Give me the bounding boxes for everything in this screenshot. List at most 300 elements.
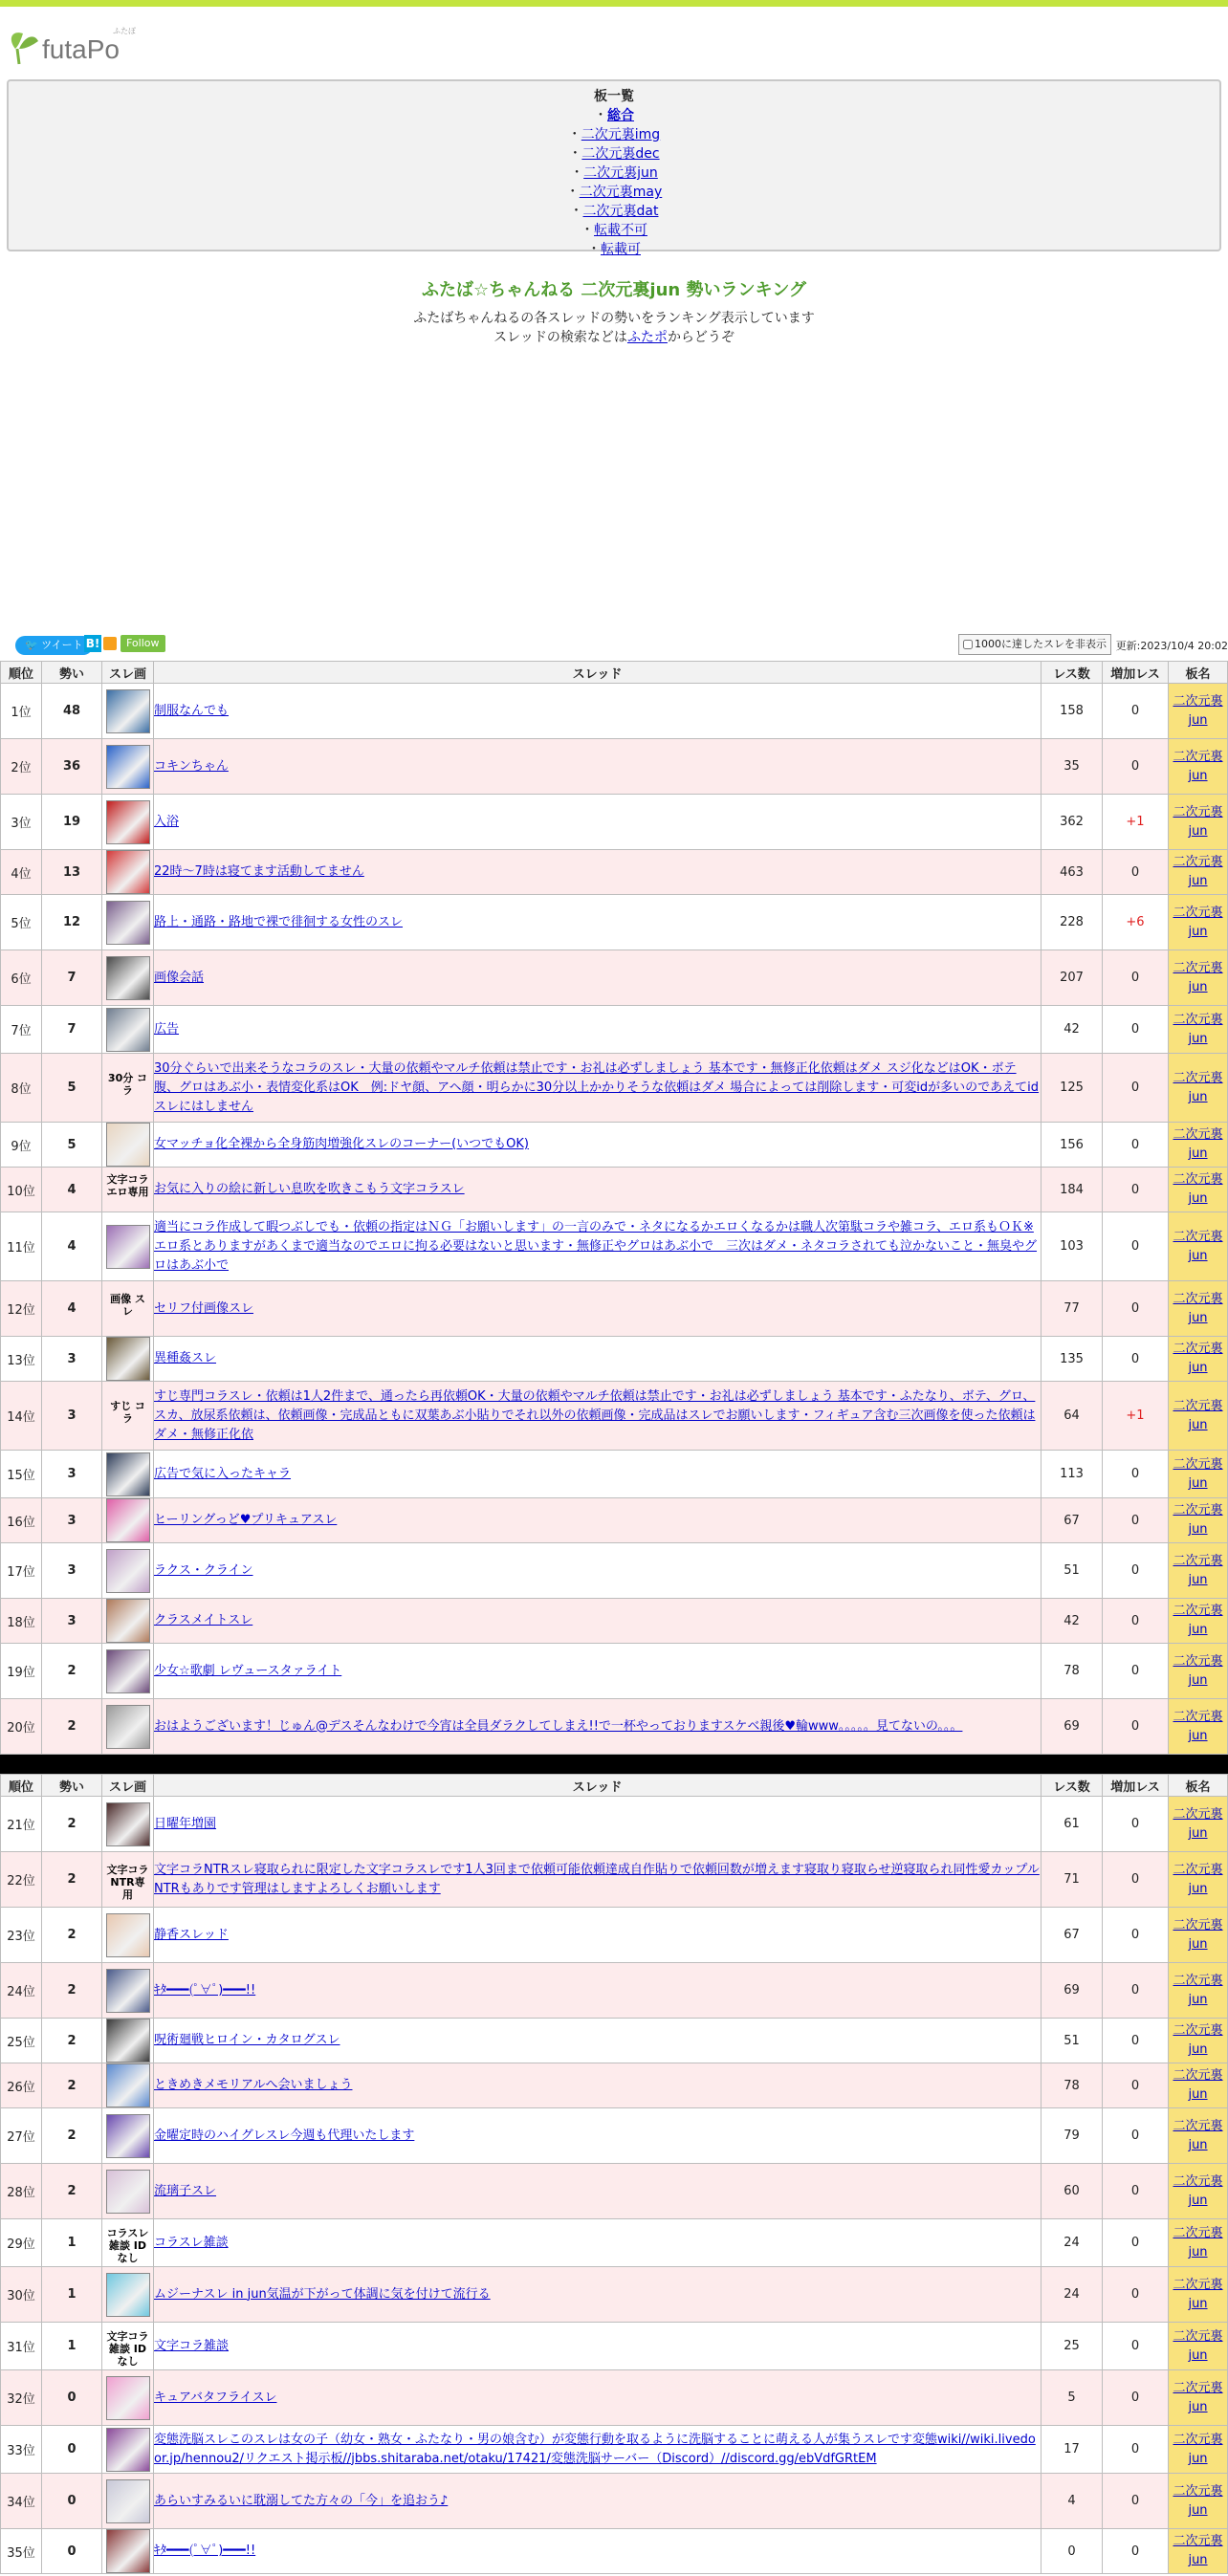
board-name-link[interactable]: 二次元裏jun [1173, 2277, 1223, 2311]
board-name-cell [1169, 1797, 1228, 1852]
table-row [1, 684, 1228, 739]
board-name-link[interactable]: 二次元裏jun [1173, 2118, 1223, 2152]
table-row [1, 2474, 1228, 2529]
thread-link[interactable]: ラクス・クライン [154, 1562, 253, 1578]
board-name-link[interactable]: 二次元裏jun [1173, 855, 1223, 888]
increase-cell: 0 [1103, 1498, 1169, 1543]
thread-link[interactable]: 静香スレッド [154, 1927, 229, 1942]
board-item [9, 144, 1219, 164]
board-name-link[interactable]: 二次元裏jun [1173, 1229, 1223, 1263]
column-header: レス数 [1042, 662, 1103, 684]
thumbnail-cell[interactable] [102, 2164, 154, 2219]
thread-link[interactable]: 異種姦スレ [154, 1351, 217, 1365]
hide-1000-checkbox[interactable] [963, 640, 973, 649]
thumbnail-image[interactable] [106, 850, 150, 894]
res-count-cell: 64 [1042, 1382, 1103, 1451]
thumbnail-cell[interactable] [102, 2267, 154, 2323]
board-name-cell [1169, 850, 1228, 895]
board-link[interactable]: 総合 [607, 108, 634, 123]
board-name-cell [1169, 2370, 1228, 2426]
ikioi-cell: 3 [42, 1451, 102, 1498]
board-name-cell [1169, 2019, 1228, 2063]
thumbnail-image[interactable] [106, 1337, 150, 1381]
ikioi-cell: 1 [42, 2219, 102, 2267]
rank-cell: 3位 [1, 795, 42, 850]
thumbnail-image[interactable] [106, 956, 150, 1000]
thread-link[interactable]: 文字コラ雑談 [154, 2338, 230, 2353]
top-accent-bar [0, 0, 1228, 7]
leaf-logo-icon [6, 20, 140, 66]
board-link[interactable]: 二次元裏jun [583, 165, 658, 181]
res-count-cell: 103 [1042, 1212, 1103, 1281]
res-count-cell: 17 [1042, 2426, 1103, 2474]
thumbnail-image[interactable] [106, 1452, 150, 1496]
ikioi-cell: 2 [42, 1797, 102, 1852]
thread-title-cell [154, 739, 1042, 795]
thread-link[interactable]: ｷﾀ━━━(ﾟ∀ﾟ)━━━!! [154, 2543, 256, 2558]
rank-cell: 24位 [1, 1963, 42, 2019]
rank-cell: 10位 [1, 1168, 42, 1212]
thread-title-cell [154, 2370, 1042, 2426]
increase-cell: 0 [1103, 1908, 1169, 1963]
ikioi-cell: 48 [42, 684, 102, 739]
ikioi-cell: 2 [42, 1699, 102, 1755]
thread-link[interactable]: 広告 [154, 1021, 180, 1037]
res-count-cell: 67 [1042, 1908, 1103, 1963]
thumbnail-cell[interactable] [102, 850, 154, 895]
board-name-cell [1169, 1451, 1228, 1498]
increase-cell: 0 [1103, 2063, 1169, 2108]
thumbnail-image[interactable] [106, 1969, 150, 2013]
thread-link[interactable]: 日曜年増園 [154, 1816, 217, 1831]
thumbnail-text-image[interactable]: 文字コラ NTR専用 [106, 1863, 149, 1901]
increase-cell: 0 [1103, 2323, 1169, 2370]
thread-link[interactable]: 入浴 [154, 814, 180, 829]
svg-text:futaPo: futaPo [42, 34, 120, 64]
board-name-link[interactable]: 二次元裏jun [1173, 1973, 1223, 2007]
board-name-cell [1169, 1382, 1228, 1451]
ikioi-cell: 3 [42, 1382, 102, 1451]
table-row [1, 2063, 1228, 2108]
increase-cell: 0 [1103, 2019, 1169, 2063]
increase-cell: 0 [1103, 2267, 1169, 2323]
thread-title-cell [154, 2164, 1042, 2219]
thread-title-cell [154, 1599, 1042, 1644]
tweet-button[interactable] [15, 636, 93, 655]
thumbnail-text-image[interactable]: コラスレ雑談 IDなし [106, 2226, 149, 2264]
thread-link[interactable]: ヒーリングっど♥プリキュアスレ [154, 1513, 338, 1527]
thumbnail-image[interactable] [106, 2170, 150, 2214]
table-row [1, 1006, 1228, 1054]
thumbnail-cell[interactable] [102, 1337, 154, 1382]
res-count-cell: 362 [1042, 795, 1103, 850]
thumbnail-cell[interactable] [102, 2370, 154, 2426]
board-name-link[interactable]: 二次元裏jun [1173, 1503, 1223, 1537]
increase-cell: 0 [1103, 1337, 1169, 1382]
board-name-link[interactable]: 二次元裏jun [1173, 693, 1223, 728]
table-row [1, 1498, 1228, 1543]
board-name-link[interactable]: 二次元裏jun [1173, 2380, 1223, 2414]
thread-title-cell [154, 1382, 1042, 1451]
hatena-bookmark-button[interactable]: B! [85, 637, 100, 650]
thumbnail-image[interactable] [106, 901, 150, 945]
site-logo[interactable] [6, 20, 140, 66]
follow-label: Follow [126, 637, 160, 649]
thread-title-cell [154, 1168, 1042, 1212]
increase-cell: 0 [1103, 1543, 1169, 1599]
thread-link[interactable]: 制服なんでも [154, 703, 230, 718]
thumbnail-cell[interactable] [102, 1123, 154, 1168]
thumbnail-image[interactable] [106, 745, 150, 789]
thread-link[interactable]: ムジーナスレ in jun気温が下がって体調に気を付けて流行る [154, 2286, 491, 2302]
thumbnail-image[interactable] [106, 1913, 150, 1957]
res-count-cell: 158 [1042, 684, 1103, 739]
column-header: レス数 [1042, 1775, 1103, 1797]
rank-cell: 21位 [1, 1797, 42, 1852]
thread-link[interactable]: 女マッチョ化全裸から全身筋肉増強化スレのコーナー(いつでもOK) [154, 1137, 529, 1151]
res-count-cell: 78 [1042, 2063, 1103, 2108]
board-name-cell [1169, 1281, 1228, 1337]
thread-link[interactable]: セリフ付画像スレ [154, 1300, 254, 1316]
thumbnail-cell[interactable] [102, 1054, 154, 1123]
res-count-cell: 61 [1042, 1797, 1103, 1852]
thumbnail-cell[interactable] [102, 1451, 154, 1498]
rank-cell: 34位 [1, 2474, 42, 2529]
table-row [1, 895, 1228, 950]
thread-title-cell [154, 1337, 1042, 1382]
thumbnail-image[interactable] [106, 1498, 150, 1542]
board-name-cell [1169, 950, 1228, 1006]
thumbnail-image[interactable] [106, 2019, 150, 2063]
thread-title-cell [154, 2267, 1042, 2323]
ikioi-cell: 1 [42, 2323, 102, 2370]
board-link[interactable]: 転載不可 [594, 223, 647, 238]
board-name-cell [1169, 1699, 1228, 1755]
thread-link[interactable]: 広告で気に入ったキャラ [154, 1466, 292, 1481]
thread-title-cell [154, 1123, 1042, 1168]
thread-link[interactable]: 変態洗脳スレこのスレは女の子（幼女・熟女・ふたなり・男の娘含む）が変態行動を取るように洗脳することに萌える人が集うスレです変態wiki//wiki.livedoor.jp/hennou2/リクエスト掲示板//jbbs.shitaraba.net/otaku/17421/変態洗脳サーバー（Discord）//discord.gg/ebVdfGRtEM [154, 2432, 1036, 2466]
board-name-cell [1169, 2108, 1228, 2164]
intro-line-2 [0, 328, 1228, 347]
ikioi-cell: 4 [42, 1168, 102, 1212]
ikioi-cell: 3 [42, 1599, 102, 1644]
thumbnail-cell[interactable] [102, 1908, 154, 1963]
board-name-cell [1169, 739, 1228, 795]
table-row [1, 2323, 1228, 2370]
hide-1000-option[interactable] [958, 634, 1111, 655]
ikioi-cell: 3 [42, 1543, 102, 1599]
thread-title-cell [154, 850, 1042, 895]
board-name-cell [1169, 895, 1228, 950]
thumbnail-cell[interactable] [102, 2019, 154, 2063]
thumbnail-image[interactable] [106, 2063, 150, 2107]
board-link[interactable]: 転載可 [601, 242, 641, 257]
board-name-link[interactable]: 二次元裏jun [1173, 1862, 1223, 1896]
thumbnail-cell[interactable] [102, 1498, 154, 1543]
ikioi-cell: 0 [42, 2529, 102, 2574]
thread-title-cell [154, 1543, 1042, 1599]
board-name-cell [1169, 795, 1228, 850]
thumbnail-cell[interactable] [102, 1382, 154, 1451]
column-header: 勢い [42, 1775, 102, 1797]
thumbnail-cell[interactable] [102, 1963, 154, 2019]
thumbnail-cell[interactable] [102, 1797, 154, 1852]
board-name-link[interactable]: 二次元裏jun [1173, 2483, 1223, 2518]
share-toolbar [0, 634, 1228, 661]
increase-cell: 0 [1103, 1963, 1169, 2019]
thread-link[interactable]: あらいすみるいに耽溺してた方々の「今」を追おう♪ [154, 2493, 449, 2508]
board-name-link[interactable]: 二次元裏jun [1173, 2225, 1223, 2259]
table-row [1, 2219, 1228, 2267]
res-count-cell: 60 [1042, 2164, 1103, 2219]
thread-title-cell [154, 1212, 1042, 1281]
board-name-link[interactable]: 二次元裏jun [1173, 2432, 1223, 2466]
thumbnail-cell[interactable] [102, 2108, 154, 2164]
thumbnail-cell[interactable] [102, 1543, 154, 1599]
table-row [1, 950, 1228, 1006]
site-header [0, 7, 1228, 62]
thread-title-cell [154, 2426, 1042, 2474]
board-name-link[interactable]: 二次元裏jun [1173, 2068, 1223, 2102]
thumbnail-text-image[interactable]: 画像 スレ [110, 1292, 145, 1318]
board-name-cell [1169, 2474, 1228, 2529]
rank-cell: 22位 [1, 1852, 42, 1908]
thumbnail-image[interactable] [106, 1705, 150, 1749]
thread-link[interactable]: 金曜定時のハイグレスレ今週も代理いたします [154, 2128, 415, 2143]
thumbnail-image[interactable] [106, 2273, 150, 2317]
thumbnail-cell[interactable] [102, 2063, 154, 2108]
thumbnail-image[interactable] [106, 2479, 150, 2523]
ikioi-cell: 36 [42, 739, 102, 795]
thread-link[interactable]: すじ専門コラスレ・依頼は1人2件まで、通ったら再依頼OK・大量の依頼やマルチ依頼は禁止です・お礼は必ずしましょう 基本です・ふたなり、ボテ、グロ、スカ、放尿系依頼は、依頼画像・完成品ともに双葉あぶ小貼りでそれ以外の依頼画像・完成品はスレでお願いします・フィギュア含む三次画像を使った依頼はダメ・無修正化依 [154, 1388, 1036, 1442]
increase-cell: 0 [1103, 1212, 1169, 1281]
rank-cell: 2位 [1, 739, 42, 795]
rank-cell: 25位 [1, 2019, 42, 2063]
res-count-cell: 69 [1042, 1963, 1103, 2019]
thread-title-cell [154, 1963, 1042, 2019]
thread-link[interactable]: クラスメイトスレ [154, 1613, 253, 1627]
thread-link[interactable]: ｷﾀ━━━(ﾟ∀ﾟ)━━━!! [154, 1982, 256, 1997]
intro-section [0, 276, 1228, 347]
res-count-cell: 228 [1042, 895, 1103, 950]
thread-link[interactable]: コラスレ雑談 [154, 2235, 229, 2250]
thumbnail-cell[interactable] [102, 1281, 154, 1337]
bullet: ・ [568, 146, 582, 162]
board-name-link[interactable]: 二次元裏jun [1173, 1917, 1223, 1952]
thumbnail-image[interactable] [106, 2428, 150, 2472]
board-name-link[interactable]: 二次元裏jun [1173, 1553, 1223, 1587]
board-name-link[interactable]: 二次元裏jun [1173, 2173, 1223, 2208]
ikioi-cell: 2 [42, 2019, 102, 2063]
thumbnail-cell[interactable] [102, 2474, 154, 2529]
board-name-link[interactable]: 二次元裏jun [1173, 1070, 1223, 1104]
bullet: ・ [594, 108, 607, 123]
bullet: ・ [567, 127, 581, 142]
thumbnail-image[interactable] [106, 689, 150, 733]
table-row [1, 2370, 1228, 2426]
thumbnail-cell[interactable] [102, 2219, 154, 2267]
board-link[interactable]: 二次元裏may [579, 185, 663, 200]
board-name-cell [1169, 1599, 1228, 1644]
board-name-link[interactable]: 二次元裏jun [1173, 1342, 1223, 1375]
rank-cell: 6位 [1, 950, 42, 1006]
rank-cell: 26位 [1, 2063, 42, 2108]
ikioi-cell: 12 [42, 895, 102, 950]
board-link[interactable]: 二次元裏dec [581, 146, 660, 162]
thumbnail-image[interactable] [106, 1549, 150, 1593]
ikioi-cell: 13 [42, 850, 102, 895]
increase-cell: 0 [1103, 2164, 1169, 2219]
page-title: ふたば☆ちゃんねる 二次元裏jun 勢いランキング [422, 280, 806, 300]
thumbnail-image[interactable] [106, 1599, 150, 1643]
thumbnail-cell[interactable] [102, 739, 154, 795]
thumbnail-cell[interactable] [102, 950, 154, 1006]
thumbnail-cell[interactable] [102, 1644, 154, 1699]
thread-link[interactable]: おはようございます！じゅん@デスそんなわけで今宵は全員ダラクしてしまえ!!で一杯やっておりますスケベ親後♥輪www。。。。。見てないの。。。 [154, 1718, 963, 1734]
board-name-cell [1169, 2529, 1228, 2574]
rss-icon[interactable] [103, 637, 117, 650]
increase-cell: 0 [1103, 2370, 1169, 2426]
thumbnail-cell[interactable] [102, 1852, 154, 1908]
thumbnail-text-image[interactable]: 文字コラ雑談 IDなし [106, 2329, 149, 2368]
board-name-link[interactable]: 二次元裏jun [1173, 2328, 1223, 2363]
increase-cell: 0 [1103, 1123, 1169, 1168]
rank-cell: 27位 [1, 2108, 42, 2164]
table-row [1, 795, 1228, 850]
increase-cell: 0 [1103, 1699, 1169, 1755]
thread-link[interactable]: キュアバタフライスレ [154, 2390, 277, 2405]
thread-link[interactable]: 22時〜7時は寝てます活動してません [154, 864, 364, 879]
thread-title-cell [154, 2474, 1042, 2529]
board-name-link[interactable]: 二次元裏jun [1173, 2534, 1223, 2567]
thread-link[interactable]: ときめきメモリアルへ会いましょう [154, 2078, 353, 2092]
board-link[interactable]: 二次元裏dat [582, 204, 659, 219]
board-link[interactable]: 二次元裏img [581, 127, 661, 142]
board-name-link[interactable]: 二次元裏jun [1173, 1806, 1223, 1841]
board-name-link[interactable]: 二次元裏jun [1173, 1709, 1223, 1743]
board-name-link[interactable]: 二次元裏jun [1173, 1291, 1223, 1325]
thumbnail-cell[interactable] [102, 895, 154, 950]
thumbnail-text-image[interactable]: 30分 コラ [107, 1071, 148, 1097]
increase-cell: 0 [1103, 850, 1169, 895]
board-name-cell [1169, 1212, 1228, 1281]
thumbnail-cell[interactable] [102, 1699, 154, 1755]
ikioi-cell: 3 [42, 1498, 102, 1543]
thumbnail-image[interactable] [106, 2376, 150, 2420]
thread-link[interactable]: 30分ぐらいで出来そうなコラのスレ・大量の依頼やマルチ依頼は禁止です・お礼は必ずしましょう 基本です・無修正化依頼はダメ スジ化などはOK・ボテ腹、グロはあぶ小・表情変化系はOK 例:ドヤ顔、アヘ顔・明らかに30分以上かかりそうな依頼はダメ 場合によっては削除します・可変idが多いのであえてidスレにはしません [154, 1060, 1040, 1114]
thumbnail-cell[interactable] [102, 2323, 154, 2370]
thread-link[interactable]: 流璃子スレ [154, 2183, 217, 2198]
ikioi-cell: 2 [42, 2164, 102, 2219]
thumbnail-cell[interactable] [102, 684, 154, 739]
thumbnail-image[interactable] [106, 2114, 150, 2158]
table-row [1, 2426, 1228, 2474]
thumbnail-text-image[interactable]: 文字コラ エロ専用 [106, 1173, 149, 1198]
table-row [1, 1054, 1228, 1123]
thumbnail-image[interactable] [106, 2529, 150, 2573]
svg-text:ふたぽ: ふたぽ [113, 27, 136, 35]
board-name-link[interactable]: 二次元裏jun [1173, 749, 1223, 783]
thumbnail-image[interactable] [106, 1649, 150, 1693]
increase-cell: 0 [1103, 2474, 1169, 2529]
column-header: 順位 [1, 662, 42, 684]
increase-cell: 0 [1103, 950, 1169, 1006]
thumbnail-cell[interactable] [102, 1212, 154, 1281]
futapo-link[interactable]: ふたポ [626, 330, 668, 345]
res-count-cell: 125 [1042, 1054, 1103, 1123]
board-name-cell [1169, 1644, 1228, 1699]
res-count-cell: 79 [1042, 2108, 1103, 2164]
board-name-link[interactable]: 二次元裏jun [1173, 1653, 1223, 1688]
board-name-link[interactable]: 二次元裏jun [1173, 905, 1223, 939]
thumbnail-image[interactable] [106, 800, 150, 844]
table-row [1, 739, 1228, 795]
res-count-cell: 24 [1042, 2267, 1103, 2323]
board-item [9, 202, 1219, 221]
thumbnail-text-image[interactable]: すじ コラ [110, 1399, 145, 1425]
board-name-cell [1169, 1006, 1228, 1054]
column-header: 順位 [1, 1775, 42, 1797]
increase-cell: 0 [1103, 1054, 1169, 1123]
board-name-link[interactable]: 二次元裏jun [1173, 1127, 1223, 1161]
thread-link[interactable]: コキンちゃん [154, 758, 229, 774]
table-row [1, 1908, 1228, 1963]
follow-button[interactable] [121, 635, 165, 652]
thread-title-cell [154, 895, 1042, 950]
thread-link[interactable]: お気に入りの絵に新しい息吹を吹きこもう文字コラスレ [154, 1182, 465, 1196]
increase-cell: 0 [1103, 739, 1169, 795]
thread-title-cell [154, 2019, 1042, 2063]
thumbnail-cell[interactable] [102, 1006, 154, 1054]
thread-link[interactable]: 少女☆歌劇 レヴュースタァライト [154, 1663, 342, 1678]
thumbnail-cell[interactable] [102, 1168, 154, 1212]
ikioi-cell: 2 [42, 1644, 102, 1699]
board-name-link[interactable]: 二次元裏jun [1173, 804, 1223, 839]
thumbnail-cell[interactable] [102, 1599, 154, 1644]
table-row [1, 2019, 1228, 2063]
thumbnail-image[interactable] [106, 1008, 150, 1052]
thread-link[interactable]: 適当にコラ作成して暇つぶしでも・依頼の指定はＮＧ「お願いします」の一言のみで・ネタになるかエロくなるかは職人次第駄コラや雑コラ、エロ系もＯＫ※エロ系とありますがあくまで適当なのでエロに拘る必要はないと思います・無修正やグロはあぶ小で 三次はダメ・ネタコラされても泣かないこと・無臭やグロはあぶ小で [154, 1219, 1038, 1273]
intro-line-1: ふたばちゃんねるの各スレッドの勢いをランキング表示しています [413, 311, 815, 326]
board-name-link[interactable]: 二次元裏jun [1173, 960, 1223, 994]
board-name-link[interactable]: 二次元裏jun [1173, 1604, 1223, 1637]
thumbnail-image[interactable] [106, 1225, 150, 1269]
board-name-link[interactable]: 二次元裏jun [1173, 1172, 1223, 1206]
board-name-link[interactable]: 二次元裏jun [1173, 1456, 1223, 1491]
rank-cell: 12位 [1, 1281, 42, 1337]
thumbnail-cell[interactable] [102, 2426, 154, 2474]
rank-cell: 13位 [1, 1337, 42, 1382]
board-name-link[interactable]: 二次元裏jun [1173, 2023, 1223, 2057]
thread-link[interactable]: 呪術廻戦ヒロイン・カタログスレ [154, 2033, 340, 2047]
thumbnail-image[interactable] [106, 1802, 150, 1846]
thread-link[interactable]: 路上・通路・路地で裸で徘徊する女性のスレ [154, 914, 404, 929]
board-name-cell [1169, 1054, 1228, 1123]
board-name-link[interactable]: 二次元裏jun [1173, 1398, 1223, 1432]
thread-title-cell [154, 1852, 1042, 1908]
thread-title-cell [154, 684, 1042, 739]
thread-title-cell [154, 795, 1042, 850]
thread-title-cell [154, 1797, 1042, 1852]
thumbnail-image[interactable] [106, 1123, 150, 1167]
board-name-link[interactable]: 二次元裏jun [1173, 1012, 1223, 1046]
column-header: 板名 [1169, 1775, 1228, 1797]
thumbnail-cell[interactable] [102, 795, 154, 850]
column-header: 増加レス [1103, 1775, 1169, 1797]
thread-link[interactable]: 文字コラNTRスレ寝取られに限定した文字コラスレです1人3回まで依頼可能依頼達成自作貼りで依頼回数が増えます寝取り寝取らせ逆寝取られ同性愛カップルNTRもありです管理はしますよろしくお願いします [154, 1862, 1040, 1896]
thumbnail-cell[interactable] [102, 2529, 154, 2574]
thread-link[interactable]: 画像会話 [154, 970, 205, 985]
